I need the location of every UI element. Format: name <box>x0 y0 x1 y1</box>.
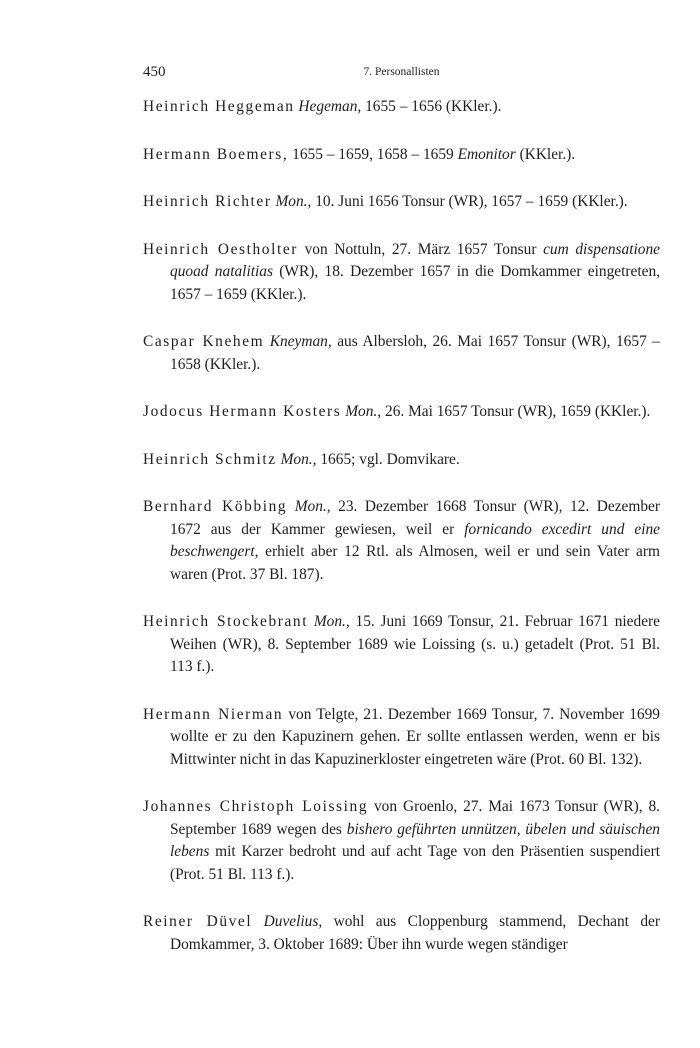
entry-text: erhielt aber 12 Rtl. als Almosen, weil er und sein Vater arm waren (Prot. 37 Bl. 187). <box>170 543 660 583</box>
entry-text: 1655 – 1656 (KKler.). <box>361 98 502 115</box>
list-entry <box>143 496 660 586</box>
list-entry <box>143 331 660 376</box>
entry-italic: Mon., <box>280 450 317 468</box>
list-entry <box>143 239 660 307</box>
entry-name: Heinrich Heggeman <box>143 98 295 115</box>
entry-italic: bishero geführten unnützen, übelen und säuischen lebens <box>170 820 660 860</box>
list-entry <box>143 401 660 424</box>
entry-name: Heinrich Schmitz <box>143 450 277 468</box>
entry-name: Heinrich Oestholter <box>143 240 298 258</box>
entry-italic: Mon., <box>294 498 331 515</box>
list-entry <box>143 191 660 214</box>
entry-name: Reiner Düvel <box>143 913 253 930</box>
entry-text: 1655 – 1659, 1658 – 1659 <box>288 145 458 163</box>
entry-name: Hermann Boemers, <box>143 145 289 163</box>
list-entry <box>143 611 660 679</box>
entry-name: Jodocus Hermann Kosters <box>143 403 342 420</box>
running-head: 7. Personallisten <box>363 66 440 78</box>
entry-text: wohl aus Cloppenburg stammend, Dechant der Domkammer, 3. Oktober 1689: Über ihn wurde wegen ständiger <box>170 913 660 953</box>
entry-italic: Mon., <box>275 193 312 210</box>
list-entry <box>143 911 660 956</box>
entry-italic: Mon., <box>345 403 382 420</box>
entry-name: Hermann Nierman <box>143 705 284 723</box>
entry-text: aus Albersloh, 26. Mai 1657 Tonsur (WR), 1657 – 1658 (KKler.). <box>170 333 660 373</box>
entry-text: 10. Juni 1656 Tonsur (WR), 1657 – 1659 (KKler.). <box>311 193 628 210</box>
entry-italic: Emonitor <box>457 145 516 163</box>
entry-text <box>287 498 295 515</box>
list-entry <box>143 449 660 472</box>
entry-italic: fornicando excedirt und eine beschwengert, <box>170 520 661 560</box>
entry-text: 23. Dezember 1668 Tonsur (WR), 12. Dezember 1672 aus der Kammer gewiesen, weil er <box>170 498 660 538</box>
list-entry <box>143 796 660 886</box>
book-page <box>143 0 660 981</box>
entry-text: 1665; vgl. Domvikare. <box>316 450 460 468</box>
entry-text <box>252 913 263 930</box>
entry-text: 26. Mai 1657 Tonsur (WR), 1659 (KKler.). <box>381 403 651 420</box>
entry-italic: Hegeman, <box>298 98 362 115</box>
entry-text: 15. Juni 1669 Tonsur, 21. Februar 1671 niedere Weihen (WR), 8. September 1689 wie Loissing (s. u.) getadelt (Prot. 51 Bl. 113 f.). <box>170 613 660 675</box>
entry-name: Bernhard Köbbing <box>143 498 288 515</box>
page-header <box>143 62 660 82</box>
entry-name: Caspar Knehem <box>143 333 265 350</box>
page-number: 450 <box>143 64 166 80</box>
entry-text: von Nottuln, 27. März 1657 Tonsur <box>297 240 544 258</box>
entry-italic: Duvelius, <box>263 913 323 930</box>
personnel-list <box>143 96 660 956</box>
entry-italic: cum dispensatione quoad natalitias <box>170 240 660 280</box>
entry-text: von Groenlo, 27. Mai 1673 Tonsur (WR), 8. September 1689 wegen des <box>170 798 660 838</box>
entry-text: (WR), 18. Dezember 1657 in die Domkammer eingetreten, 1657 – 1659 (KKler.). <box>170 263 660 303</box>
list-entry <box>143 96 660 119</box>
entry-italic: Mon., <box>313 613 350 630</box>
list-entry <box>143 704 660 772</box>
entry-name: Heinrich Stockebrant <box>143 613 309 630</box>
list-entry <box>143 144 660 167</box>
entry-name: Heinrich Richter <box>143 193 272 210</box>
entry-text: (KKler.). <box>515 145 576 163</box>
entry-text: von Telgte, 21. Dezember 1669 Tonsur, 7. November 1699 wollte er zu den Kapuzinern gehen. Er sollte entlassen werden, wenn er bis Mittwinter nicht in das Kapuzinerkloster eingetreten wäre (Prot. 60 Bl. 132). <box>170 705 660 768</box>
entry-text: mit Karzer bedroht und auf acht Tage von den Präsentien suspendiert (Prot. 51 Bl. 113 f.). <box>170 843 660 883</box>
entry-italic: Kneyman, <box>269 333 332 350</box>
entry-name: Johannes Christoph Loissing <box>143 798 369 815</box>
